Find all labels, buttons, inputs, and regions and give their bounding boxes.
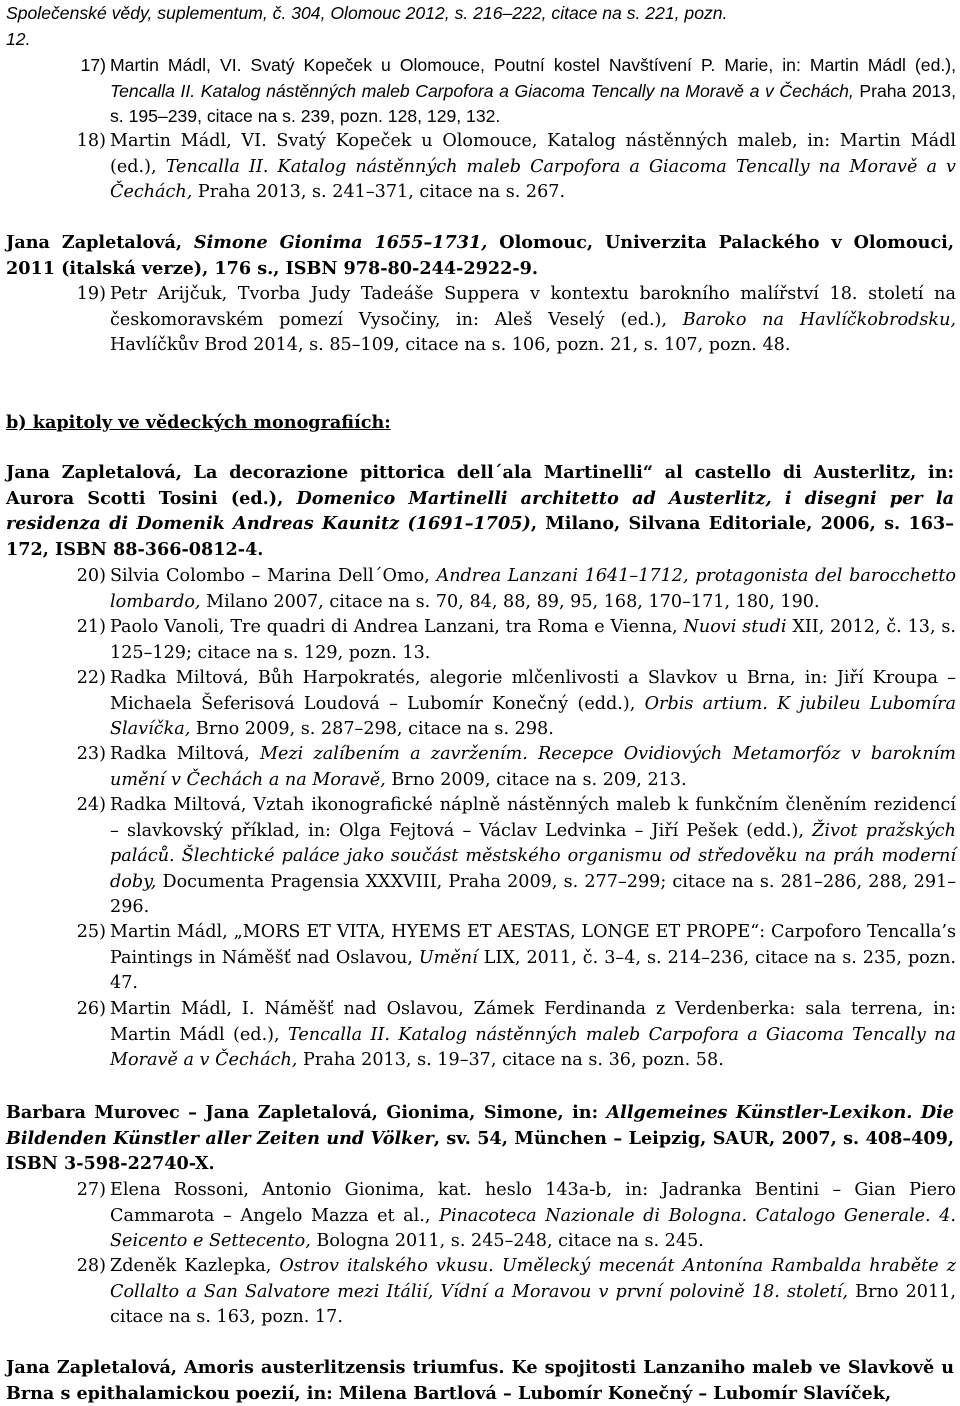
reference-title: Tencalla II. Katalog nástěnných maleb Carpofora a Giacoma Tencally na Moravě a v Čechách, [110,80,854,101]
section-heading: b) kapitoly ve vědeckých monografiích: [6,412,391,433]
heading-title: Allgemeines Künstler-Lexikon. Die Bildenden Künstler aller Zeiten und Völker [6,1102,954,1149]
reference-number: 22) [76,668,106,688]
heading-text: Jana Zapletalová, [6,232,194,253]
reference-number: 21) [76,617,106,637]
reference-text: Petr Arijčuk, Tvorba Judy Tadeáše Suppera v kontextu barokního malířství 18. století na českomoravském pomezí Vysočiny, in: Aleš Veselý (ed.), [110,284,956,330]
reference-text: Radka Miltová, [110,744,260,764]
publication-heading [6,460,954,562]
reference-title: Nuovi studi [683,617,787,637]
reference-text: Radka Miltová, Bůh Harpokratés, alegorie mlčenlivosti a Slavkov u Brna, in: Jiří Kroupa – Michaela Šeferisová Loudová – Lubomír Konečný (edd.), [110,668,956,714]
reference-text: Martin Mádl, „MORS ET VITA, HYEMS ET AESTAS, LONGE ET PROPE“: Carpoforo Tencalla’s Paintings in Náměšť nad Oslavou, [110,922,956,968]
reference-number: 26) [76,999,106,1019]
reference-item [76,1254,957,1331]
continued-citation-line: 12. [6,28,31,49]
reference-text: Paolo Vanoli, Tre quadri di Andrea Lanzani, tra Roma e Vienna, [110,617,684,637]
reference-text: Zdeněk Kazlepka, [110,1256,280,1276]
reference-text: Martin Mádl, VI. Svatý Kopeček u Olomouce, Katalog nástěnných maleb, in: Martin Mádl (ed.), [110,131,956,177]
heading-text: , Milano, Silvana Editoriale, 2006, s. 163–172, ISBN 88-366-0812-4. [6,513,954,560]
reference-number: 28) [76,1256,106,1276]
reference-item [80,53,956,130]
heading-text: Jana Zapletalová, Amoris austerlitzensis triumfus. Ke spojitosti Lanzaniho maleb ve Slavkově u Brna s epithalamickou poezií, in: Milena Bartlová – Lubomír Konečný – Lubomír Slavíček, [6,1357,954,1404]
reference-text: LIX, 2011, č. 3–4, s. 214–236, citace na s. 235, pozn. 47. [110,947,956,993]
reference-text: Milano 2007, citace na s. 70, 84, 88, 89, 95, 168, 170–171, 180, 190. [200,591,820,612]
reference-item [76,129,956,206]
continued-citation-line: Společenské vědy, suplementum, č. 304, Olomouc 2012, s. 216–222, citace na s. 221, pozn. [6,3,728,23]
reference-number: 23) [76,744,106,764]
reference-item [76,1178,957,1255]
publication-heading [6,1100,954,1177]
reference-item [76,793,956,921]
reference-title: Andrea Lanzani 1641–1712, protagonista del barocchetto lombardo, [110,566,957,612]
reference-title: Orbis artium. K jubileu Lubomíra Slavíčka, [110,693,956,739]
reference-title: Mezi zalíbením a zavržením. Recepce Ovidiových Metamorfóz v barokním umění v Čechách a na Moravě, [110,744,956,790]
reference-text: Radka Miltová, Vztah ikonografické náplně nástěnných maleb k funkčním členěním rezidencí – slavkovský příklad, in: Olga Fejtová – Václav Ledvinka – Jiří Pešek (edd.), [110,795,956,841]
heading-text: , sv. 54, München – Leipzig, SAUR, 2007, s. 408–409, ISBN 3-598-22740-X. [6,1127,954,1174]
reference-number: 18) [76,131,106,151]
reference-text: Martin Mádl, I. Náměšť nad Oslavou, Zámek Ferdinanda z Verdenberka: sala terrena, in: Martin Mádl (ed.), [110,999,956,1045]
reference-number: 19) [76,284,106,304]
reference-text: Praha 2013, s. 241–371, citace na s. 267. [192,182,566,202]
continued-citation [6,1,954,52]
reference-title: Život pražských paláců. Šlechtické paláce jako součást městského organismu od středověku na práh moderní doby, [110,820,956,892]
reference-text: XII, 2012, č. 13, s. 125–129; citace na s. 129, pozn. 13. [110,617,956,663]
reference-text: Brno 2009, citace na s. 209, 213. [385,769,687,790]
heading-title: Domenico Martinelli architetto ad Austerlitz, i disegni per la residenza di Domenik Andreas Kaunitz (1691–1705) [6,487,954,534]
heading-title: Simone Gionima 1655–1731, [193,232,488,253]
reference-text: Havlíčkův Brod 2014, s. 85–109, citace na s. 106, pozn. 21, s. 107, pozn. 48. [110,335,791,355]
reference-title: Baroko na Havlíčkobrodsku, [682,309,957,330]
reference-item [76,615,956,666]
reference-title: Ostrov italského vkusu. Umělecký mecenát Antonína Rambalda hraběte z Collalto a San Salvatore mezi Itálií, Vídní a Moravou v první polovině 18. století, [110,1256,957,1302]
reference-text: Brno 2011, citace na s. 163, pozn. 17. [110,1281,956,1327]
reference-text: Documenta Pragensia XXXVIII, Praha 2009, s. 277–299; citace na s. 281–286, 288, 291–296. [110,871,956,917]
reference-title: Umění [418,947,478,968]
reference-item [76,920,956,997]
heading-text: Olomouc, Univerzita Palackého v Olomouci, 2011 (italská verze), 176 s., ISBN 978-80-244-2922-9. [6,232,954,279]
reference-item [76,564,957,615]
reference-number: 24) [76,795,106,815]
reference-item [76,666,956,743]
reference-title: Tencalla II. Katalog nástěnných maleb Carpofora a Giacoma Tencally na Moravě a v Čechách, [110,1024,956,1070]
heading-text: Jana Zapletalová, La decorazione pittorica dell´ala Martinelli“ al castello di Austerlitz, in: Aurora Scotti Tosini (ed.), [6,462,954,509]
reference-number: 20) [76,566,106,586]
reference-text: Praha 2013, s. 195–239, citace na s. 239, pozn. 128, 129, 132. [110,80,956,126]
reference-text: Bologna 2011, s. 245–248, citace na s. 245. [310,1231,704,1251]
reference-item [76,997,956,1074]
publication-heading [6,1355,954,1406]
reference-item [76,282,957,359]
reference-item [76,742,956,793]
heading-text: Barbara Murovec – Jana Zapletalová, Gionima, Simone, in: [6,1102,607,1123]
reference-text: Martin Mádl, VI. Svatý Kopeček u Olomouce, Poutní kostel Navštívení P. Marie, in: Martin Mádl (ed.), [110,55,956,75]
reference-text: Praha 2013, s. 19–37, citace na s. 36, pozn. 58. [297,1050,724,1070]
publication-heading [6,230,954,281]
reference-title: Tencalla II. Katalog nástěnných maleb Carpofora a Giacoma Tencally na Moravě a v Čechách, [110,156,956,202]
reference-text: Silvia Colombo – Marina Dell´Omo, [110,566,437,586]
reference-text: Elena Rossoni, Antonio Gionima, kat. heslo 143a-b, in: Jadranka Bentini – Gian Piero Cammarota – Angelo Mazza et al., [110,1180,956,1226]
reference-number: 25) [76,922,106,942]
reference-title: Pinacoteca Nazionale di Bologna. Catalogo Generale. 4. Seicento e Settecento, [110,1205,957,1251]
reference-number: 17) [80,55,106,75]
reference-text: Brno 2009, s. 287–298, citace na s. 298. [190,719,554,739]
reference-number: 27) [76,1180,106,1200]
